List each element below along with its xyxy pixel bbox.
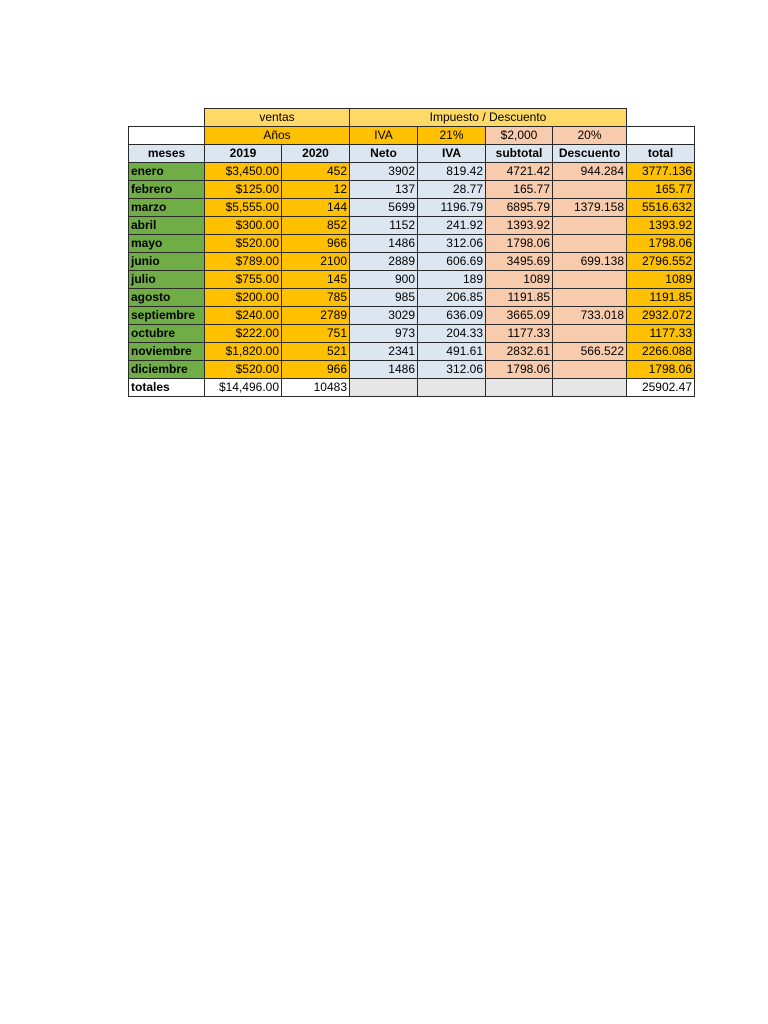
column-header-row	[129, 145, 695, 163]
cell-2019[interactable]: $520.00	[205, 235, 282, 253]
table-row	[129, 271, 695, 289]
empty-cell[interactable]	[129, 127, 205, 145]
ventas-header[interactable]: ventas	[205, 109, 350, 127]
cell-total[interactable]: 165.77	[627, 181, 695, 199]
cell-descuento[interactable]	[553, 325, 627, 343]
cell-2019[interactable]: $520.00	[205, 361, 282, 379]
iva-rate-cell[interactable]: 21%	[418, 127, 486, 145]
empty-cell[interactable]	[350, 379, 418, 397]
cell-2020[interactable]: 966	[282, 235, 350, 253]
cell-2020[interactable]: 12	[282, 181, 350, 199]
cell-2019[interactable]: $240.00	[205, 307, 282, 325]
cell-subtotal[interactable]: 1177.33	[486, 325, 553, 343]
cell-iva[interactable]: 206.85	[418, 289, 486, 307]
cell-2019[interactable]: $5,555.00	[205, 199, 282, 217]
cell-total[interactable]: 2932.072	[627, 307, 695, 325]
header-row-2	[129, 127, 695, 145]
blank-cell	[129, 109, 205, 127]
cell-2020[interactable]: 785	[282, 289, 350, 307]
cell-descuento[interactable]: 944.284	[553, 163, 627, 181]
cell-descuento[interactable]	[553, 235, 627, 253]
cell-descuento[interactable]	[553, 361, 627, 379]
cell-2020[interactable]: 145	[282, 271, 350, 289]
col-meses[interactable]: meses	[129, 145, 205, 163]
cell-iva[interactable]: 241.92	[418, 217, 486, 235]
sales-table	[128, 108, 695, 397]
cell-descuento[interactable]: 733.018	[553, 307, 627, 325]
cell-descuento[interactable]: 566.522	[553, 343, 627, 361]
col-total[interactable]: total	[627, 145, 695, 163]
table-row	[129, 343, 695, 361]
cell-total[interactable]: 1089	[627, 271, 695, 289]
empty-cell[interactable]	[553, 379, 627, 397]
cell-total[interactable]: 1798.06	[627, 361, 695, 379]
cell-total[interactable]: 2266.088	[627, 343, 695, 361]
col-subtotal[interactable]: subtotal	[486, 145, 553, 163]
cell-neto[interactable]: 1486	[350, 235, 418, 253]
cell-2019[interactable]: $789.00	[205, 253, 282, 271]
totals-total[interactable]: 25902.47	[627, 379, 695, 397]
table-row	[129, 163, 695, 181]
cell-2020[interactable]: 966	[282, 361, 350, 379]
col-neto[interactable]: Neto	[350, 145, 418, 163]
cell-mes[interactable]: octubre	[129, 325, 205, 343]
table-row	[129, 325, 695, 343]
cell-mes[interactable]: junio	[129, 253, 205, 271]
col-descuento[interactable]: Descuento	[553, 145, 627, 163]
cell-subtotal[interactable]: 3665.09	[486, 307, 553, 325]
discount-rate-cell[interactable]: 20%	[553, 127, 627, 145]
cell-neto[interactable]: 900	[350, 271, 418, 289]
blank-cell	[627, 109, 695, 127]
cell-subtotal[interactable]: 1191.85	[486, 289, 553, 307]
empty-cell[interactable]	[486, 379, 553, 397]
totals-2019[interactable]: $14,496.00	[205, 379, 282, 397]
cell-neto[interactable]: 3902	[350, 163, 418, 181]
cell-mes[interactable]: enero	[129, 163, 205, 181]
cell-subtotal[interactable]: 1798.06	[486, 361, 553, 379]
cell-total[interactable]: 1191.85	[627, 289, 695, 307]
col-2020[interactable]: 2020	[282, 145, 350, 163]
cell-total[interactable]: 3777.136	[627, 163, 695, 181]
cell-iva[interactable]: 28.77	[418, 181, 486, 199]
table-row	[129, 217, 695, 235]
cell-descuento[interactable]: 1379.158	[553, 199, 627, 217]
cell-subtotal[interactable]: 1393.92	[486, 217, 553, 235]
cell-mes[interactable]: agosto	[129, 289, 205, 307]
cell-2020[interactable]: 751	[282, 325, 350, 343]
cell-total[interactable]: 5516.632	[627, 199, 695, 217]
cell-mes[interactable]: marzo	[129, 199, 205, 217]
cell-mes[interactable]: mayo	[129, 235, 205, 253]
totals-row	[129, 379, 695, 397]
table-row	[129, 235, 695, 253]
cell-neto[interactable]: 973	[350, 325, 418, 343]
cell-mes[interactable]: diciembre	[129, 361, 205, 379]
cell-subtotal[interactable]: 3495.69	[486, 253, 553, 271]
cell-2019[interactable]: $3,450.00	[205, 163, 282, 181]
cell-2020[interactable]: 521	[282, 343, 350, 361]
cell-2020[interactable]: 144	[282, 199, 350, 217]
cell-subtotal[interactable]: 4721.42	[486, 163, 553, 181]
cell-total[interactable]: 1798.06	[627, 235, 695, 253]
cell-descuento[interactable]	[553, 271, 627, 289]
cell-iva[interactable]: 636.09	[418, 307, 486, 325]
cell-descuento[interactable]	[553, 181, 627, 199]
cell-2020[interactable]: 2789	[282, 307, 350, 325]
cell-neto[interactable]: 137	[350, 181, 418, 199]
cell-mes[interactable]: julio	[129, 271, 205, 289]
cell-iva[interactable]: 606.69	[418, 253, 486, 271]
cell-2019[interactable]: $300.00	[205, 217, 282, 235]
cell-subtotal[interactable]: 2832.61	[486, 343, 553, 361]
cell-subtotal[interactable]: 1089	[486, 271, 553, 289]
threshold-cell[interactable]: $2,000	[486, 127, 553, 145]
anios-header[interactable]: Años	[205, 127, 350, 145]
cell-2020[interactable]: 852	[282, 217, 350, 235]
cell-2019[interactable]: $222.00	[205, 325, 282, 343]
cell-2019[interactable]: $1,820.00	[205, 343, 282, 361]
cell-subtotal[interactable]: 6895.79	[486, 199, 553, 217]
cell-neto[interactable]: 2889	[350, 253, 418, 271]
cell-total[interactable]: 2796.552	[627, 253, 695, 271]
table-row	[129, 199, 695, 217]
cell-total[interactable]: 1393.92	[627, 217, 695, 235]
cell-iva[interactable]: 819.42	[418, 163, 486, 181]
header-section	[129, 109, 695, 163]
cell-subtotal[interactable]: 165.77	[486, 181, 553, 199]
cell-neto[interactable]: 1486	[350, 361, 418, 379]
totals-section	[129, 379, 695, 397]
table-row	[129, 289, 695, 307]
cell-descuento[interactable]	[553, 217, 627, 235]
impuesto-header[interactable]: Impuesto / Descuento	[350, 109, 627, 127]
empty-cell[interactable]	[627, 127, 695, 145]
cell-2020[interactable]: 2100	[282, 253, 350, 271]
totals-label[interactable]: totales	[129, 379, 205, 397]
cell-iva[interactable]: 189	[418, 271, 486, 289]
cell-iva[interactable]: 204.33	[418, 325, 486, 343]
cell-neto[interactable]: 5699	[350, 199, 418, 217]
cell-iva[interactable]: 491.61	[418, 343, 486, 361]
cell-descuento[interactable]	[553, 289, 627, 307]
cell-2019[interactable]: $125.00	[205, 181, 282, 199]
cell-mes[interactable]: septiembre	[129, 307, 205, 325]
cell-iva[interactable]: 312.06	[418, 361, 486, 379]
cell-2019[interactable]: $755.00	[205, 271, 282, 289]
cell-subtotal[interactable]: 1798.06	[486, 235, 553, 253]
cell-iva[interactable]: 312.06	[418, 235, 486, 253]
table-row	[129, 307, 695, 325]
col-iva[interactable]: IVA	[418, 145, 486, 163]
cell-mes[interactable]: noviembre	[129, 343, 205, 361]
cell-neto[interactable]: 2341	[350, 343, 418, 361]
cell-iva[interactable]: 1196.79	[418, 199, 486, 217]
table-row	[129, 253, 695, 271]
cell-neto[interactable]: 1152	[350, 217, 418, 235]
cell-descuento[interactable]: 699.138	[553, 253, 627, 271]
totals-2020[interactable]: 10483	[282, 379, 350, 397]
cell-neto[interactable]: 3029	[350, 307, 418, 325]
col-2019[interactable]: 2019	[205, 145, 282, 163]
cell-2020[interactable]: 452	[282, 163, 350, 181]
cell-2019[interactable]: $200.00	[205, 289, 282, 307]
iva-label-cell[interactable]: IVA	[350, 127, 418, 145]
cell-mes[interactable]: abril	[129, 217, 205, 235]
data-rows	[129, 163, 695, 379]
empty-cell[interactable]	[418, 379, 486, 397]
cell-total[interactable]: 1177.33	[627, 325, 695, 343]
table-row	[129, 181, 695, 199]
header-row-1	[129, 109, 695, 127]
cell-neto[interactable]: 985	[350, 289, 418, 307]
cell-mes[interactable]: febrero	[129, 181, 205, 199]
table-row	[129, 361, 695, 379]
